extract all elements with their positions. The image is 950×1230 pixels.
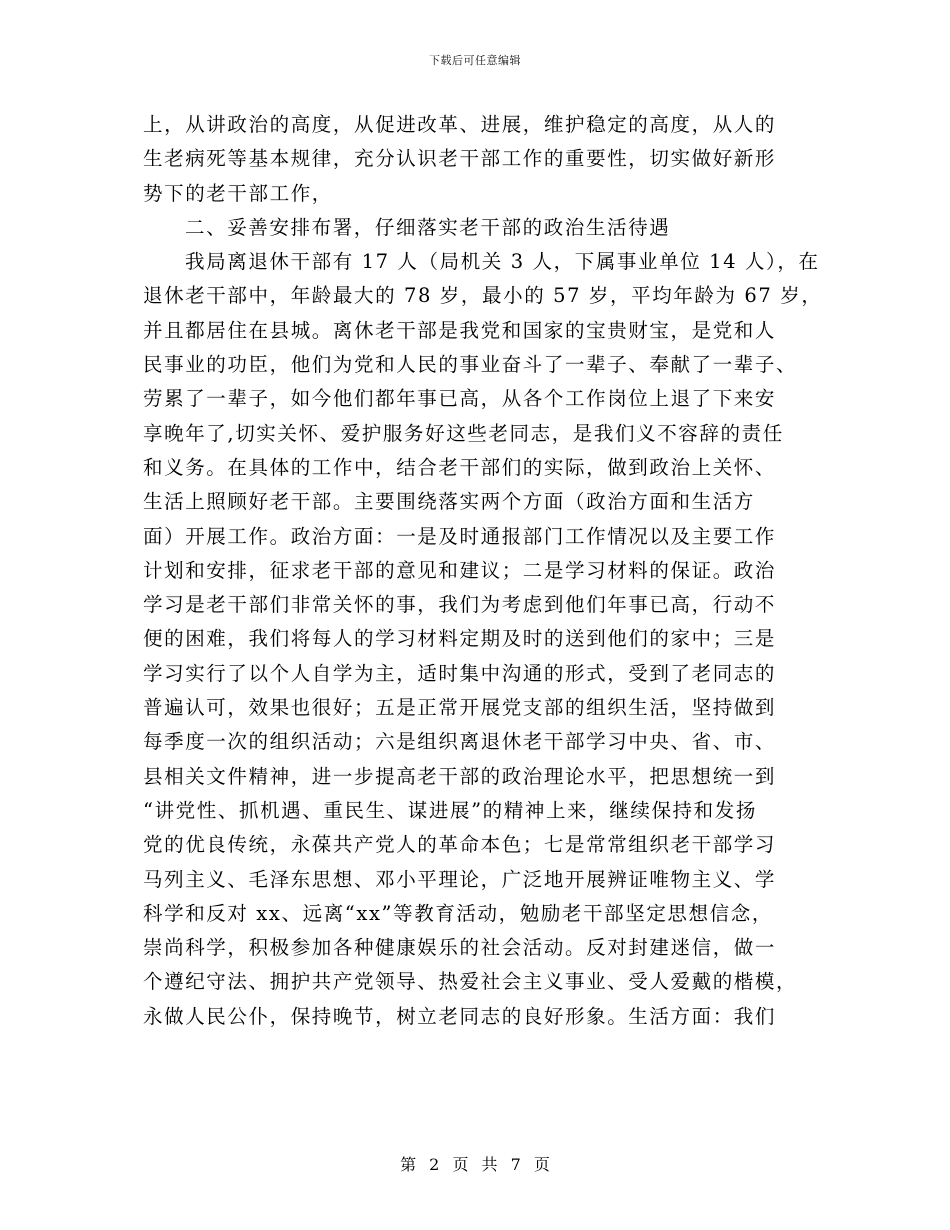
paragraph-line: “讲党性、抓机遇、重民生、谋进展”的精神上来，继续保持和发扬 — [143, 798, 757, 822]
paragraph-line: 和义务。在具体的工作中，结合老干部们的实际，做到政治上关怀、 — [143, 455, 777, 479]
paragraph-line: 民事业的功臣，他们为党和人民的事业奋斗了一辈子、奉献了一辈子、 — [143, 353, 798, 377]
paragraph-line: 党的优良传统，永葆共产党人的革命本色；七是常常组织老干部学习 — [143, 833, 777, 857]
paragraph-line: 生老病死等基本规律，充分认识老干部工作的重要性，切实做好新形 — [143, 147, 777, 171]
paragraph-line: 并且都居住在县城。离休老干部是我党和国家的宝贵财宝，是党和人 — [143, 318, 777, 342]
paragraph-line: 享晚年了,切实关怀、爱护服务好这些老同志，是我们义不容辞的责任 — [143, 421, 784, 445]
paragraph-line: 永做人民公仆，保持晚节，树立老同志的良好形象。生活方面：我们 — [143, 1004, 777, 1028]
page-number: 第 2 页 共 7 页 — [400, 1155, 550, 1174]
header-note: 下载后可任意编辑 — [429, 54, 521, 67]
section-heading: 二、妥善安排布署，仔细落实老干部的政治生活待遇 — [185, 215, 671, 239]
paragraph-line: 我局离退休干部有 17 人（局机关 3 人，下属事业单位 14 人），在 — [185, 250, 820, 274]
paragraph-line: 面）开展工作。政治方面：一是及时通报部门工作情况以及主要工作 — [143, 524, 777, 548]
paragraph-line: 马列主义、毛泽东思想、邓小平理论，广泛地开展辨证唯物主义、学 — [143, 867, 777, 891]
paragraph-line: 势下的老干部工作， — [143, 181, 333, 205]
paragraph-line: 上，从讲政治的高度，从促进改革、进展，维护稳定的高度，从人的 — [143, 113, 777, 136]
paragraph-line: 学习是老干部们非常关怀的事，我们为考虑到他们年事已高，行动不 — [143, 593, 777, 617]
document-body — [143, 108, 823, 1034]
paragraph-line: 退休老干部中，年龄最大的 78 岁，最小的 57 岁，平均年龄为 67 岁， — [143, 284, 823, 308]
paragraph-line: 个遵纪守法、拥护共产党领导、热爱社会主义事业、受人爱戴的楷模， — [143, 970, 798, 994]
paragraph-line: 便的困难，我们将每人的学习材料定期及时的送到他们的家中；三是 — [143, 627, 777, 651]
paragraph-line: 普遍认可，效果也很好；五是正常开展党支部的组织生活，坚持做到 — [143, 696, 777, 720]
paragraph-line: 每季度一次的组织活动；六是组织离退休老干部学习中央、省、市、 — [143, 730, 777, 754]
paragraph-line: 崇尚科学，积极参加各种健康娱乐的社会活动。反对封建迷信，做一 — [143, 936, 777, 960]
paragraph-line: 计划和安排，征求老干部的意见和建议；二是学习材料的保证。政治 — [143, 558, 777, 582]
paragraph-line: 劳累了一辈子，如今他们都年事已高，从各个工作岗位上退了下来安 — [143, 387, 777, 411]
paragraph-line: 生活上照顾好老干部。主要围绕落实两个方面（政治方面和生活方 — [143, 490, 755, 514]
paragraph-line: 科学和反对 xx、远离“xx”等教育活动，勉励老干部坚定思想信念， — [143, 901, 773, 925]
paragraph-line: 县相关文件精神，进一步提高老干部的政治理论水平，把思想统一到 — [143, 764, 777, 788]
paragraph-line: 学习实行了以个人自学为主，适时集中沟通的形式，受到了老同志的 — [143, 661, 777, 685]
